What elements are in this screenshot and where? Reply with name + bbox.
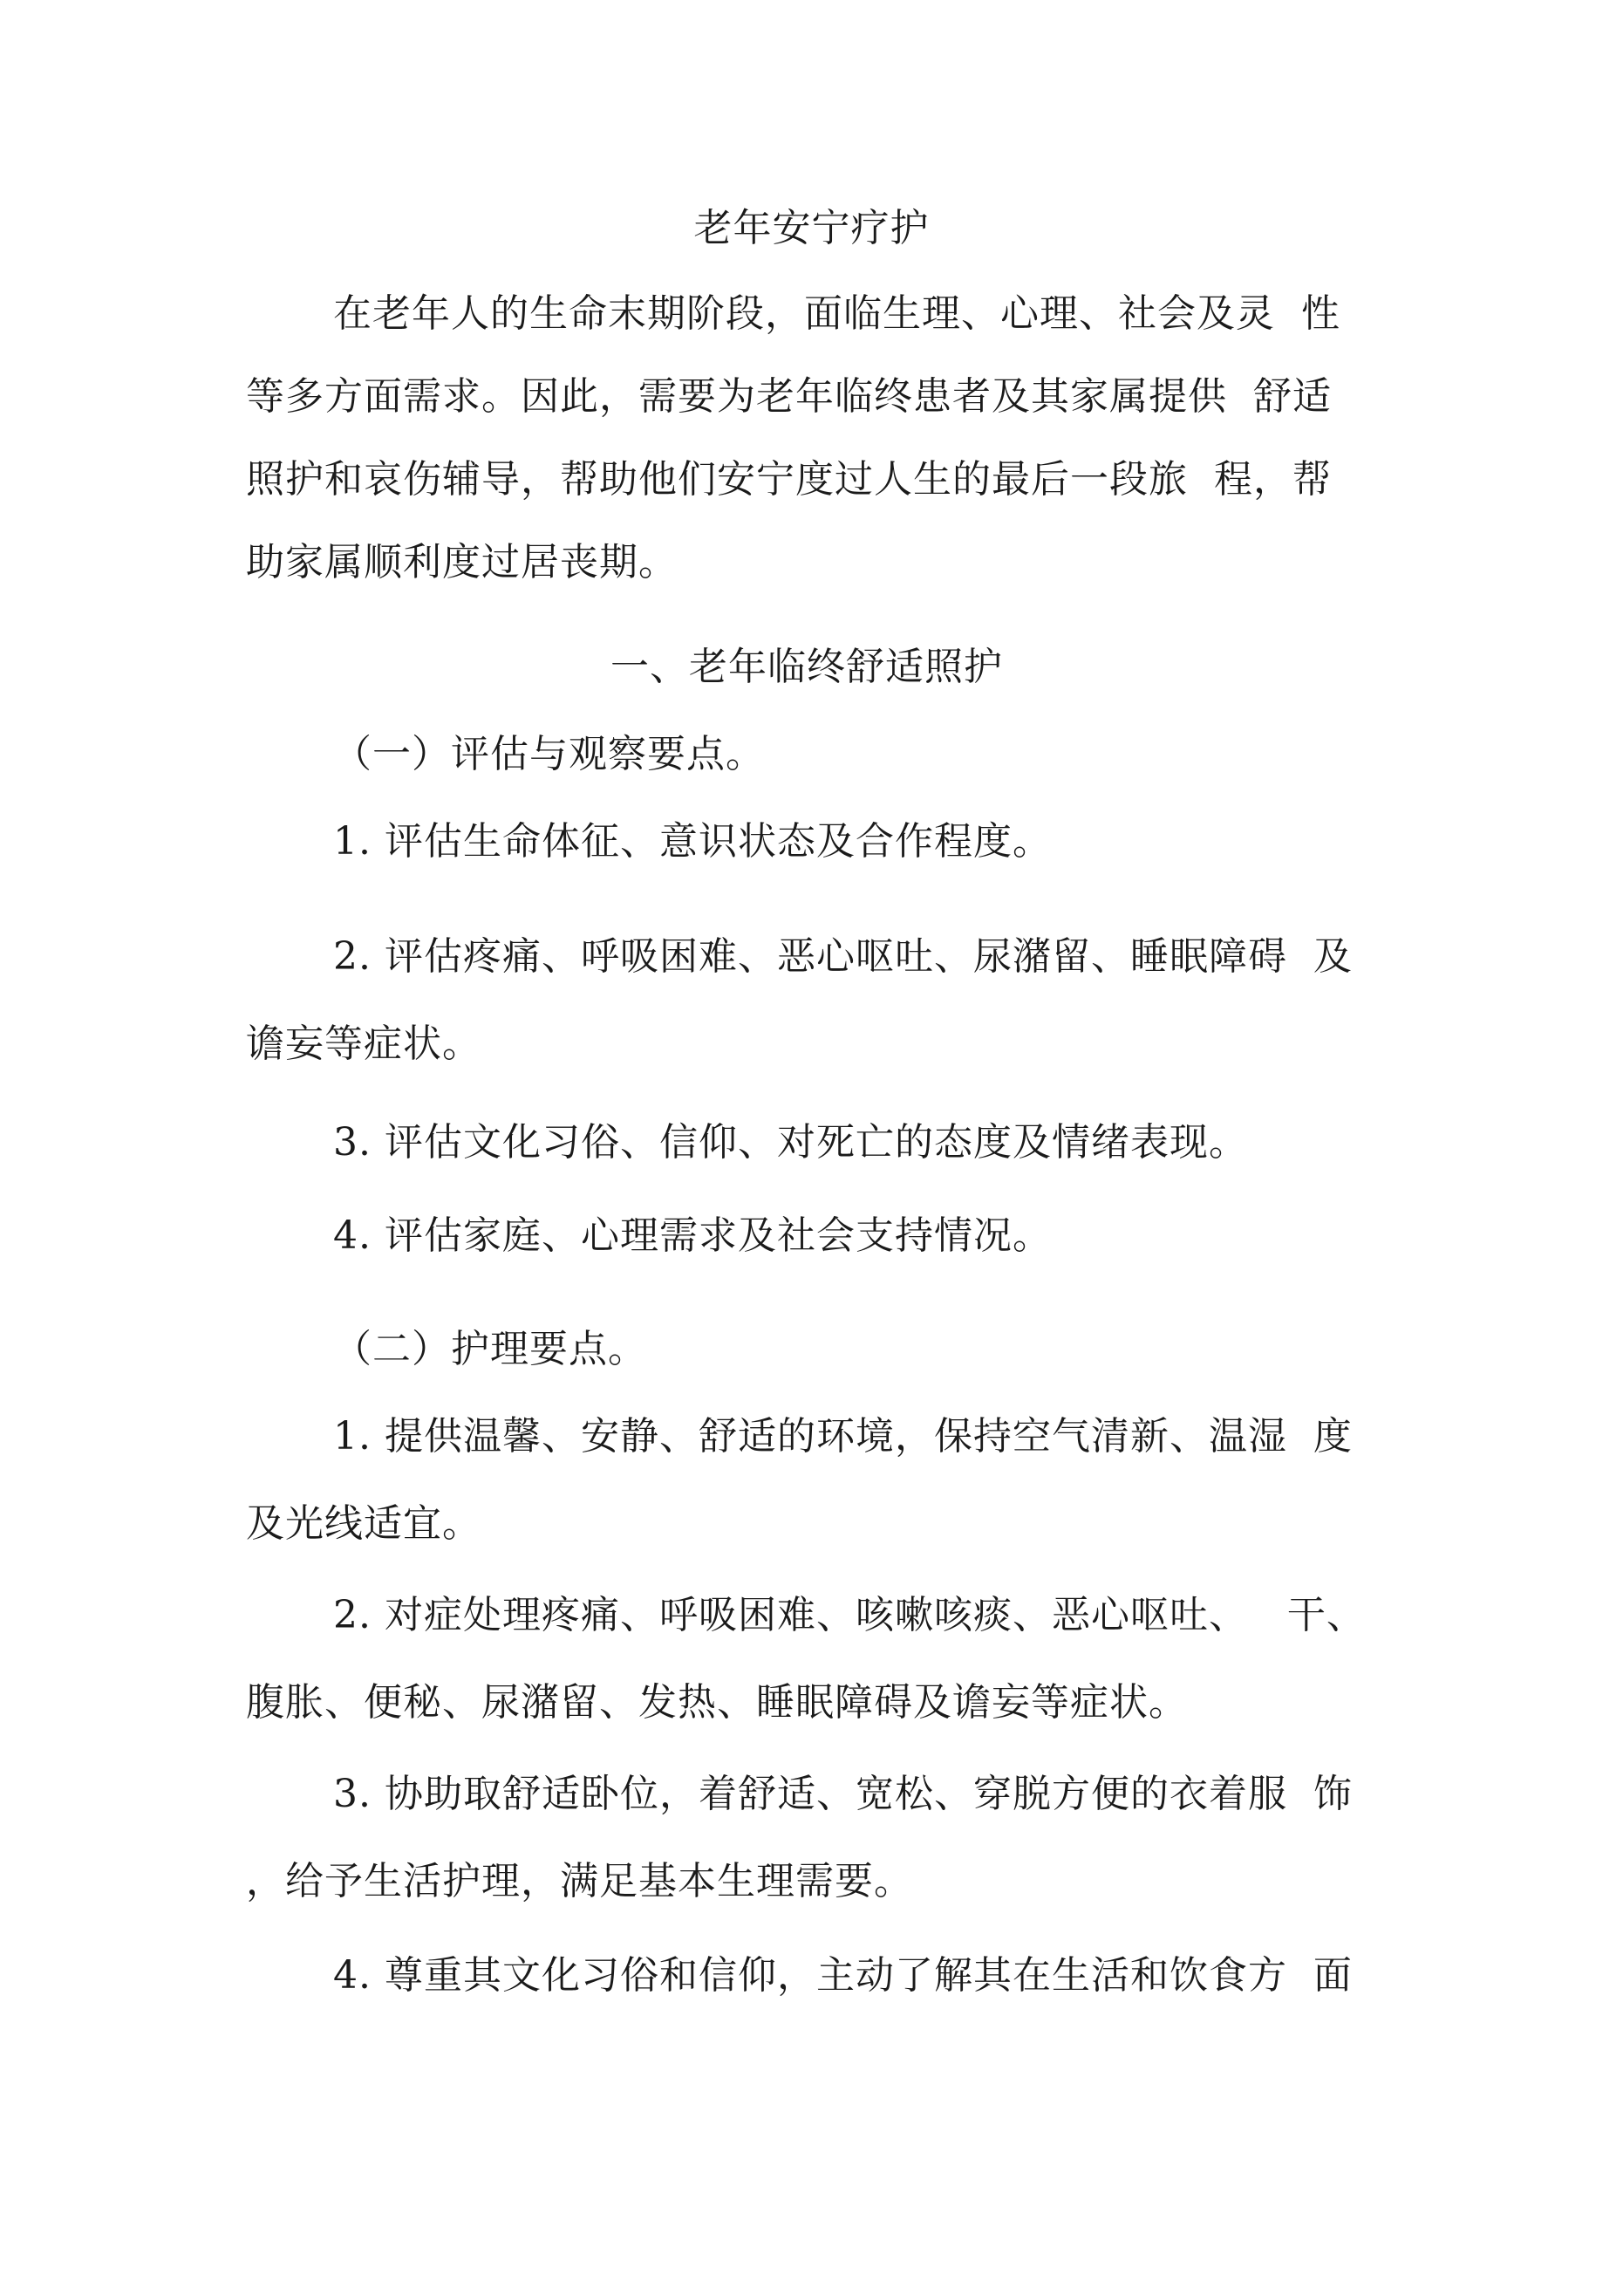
list-item: 4. 评估家庭、心理需求及社会支持情况。 bbox=[333, 1213, 1052, 1258]
list-item-continuation: 谵妄等症状。 bbox=[246, 1022, 481, 1066]
intro-line: 在老年人的生命末期阶段，面临生理、心理、社会及灵 性 bbox=[333, 291, 1340, 336]
list-item: 1. 提供温馨、安静、舒适的环境，保持空气清新、温湿 度 bbox=[333, 1414, 1353, 1459]
subsection-heading: （二）护理要点。 bbox=[333, 1327, 647, 1371]
document-title: 老年安宁疗护 bbox=[693, 206, 930, 250]
list-item: 3. 评估文化习俗、信仰、对死亡的态度及情绪表现。 bbox=[333, 1120, 1248, 1165]
list-item-continuation: 及光线适宜。 bbox=[246, 1501, 481, 1546]
list-item: 2. 对症处理疼痛、呼吸困难、咳嗽咳痰、恶心呕吐、 干、 bbox=[333, 1593, 1366, 1637]
intro-line: 照护和哀伤辅导，帮助他们安宁度过人生的最后一段旅 程，帮 bbox=[246, 457, 1332, 502]
intro-line: 助家属顺利度过居丧期。 bbox=[246, 540, 678, 584]
list-item: 3. 协助取舒适卧位，着舒适、宽松、穿脱方便的衣着服 饰 bbox=[333, 1772, 1353, 1816]
intro-line: 等多方面需求。因此，需要为老年临终患者及其家属提供 舒适 bbox=[246, 374, 1332, 419]
list-item: 4. 尊重其文化习俗和信仰，主动了解其在生活和饮食方 面 bbox=[333, 1953, 1353, 1998]
list-item-continuation: 腹胀、便秘、尿潴留、发热、睡眠障碍及谵妄等症状。 bbox=[246, 1680, 1188, 1725]
list-item: 2. 评估疼痛、呼吸困难、恶心呕吐、尿潴留、睡眠障碍 及 bbox=[333, 934, 1353, 979]
list-item-continuation: ，给予生活护理，满足基本生理需要。 bbox=[246, 1859, 913, 1903]
subsection-heading: （一）评估与观察要点。 bbox=[333, 732, 765, 776]
section-heading: 一、老年临终舒适照护 bbox=[610, 645, 1003, 689]
list-item: 1. 评估生命体征、意识状态及合作程度。 bbox=[333, 819, 1052, 864]
